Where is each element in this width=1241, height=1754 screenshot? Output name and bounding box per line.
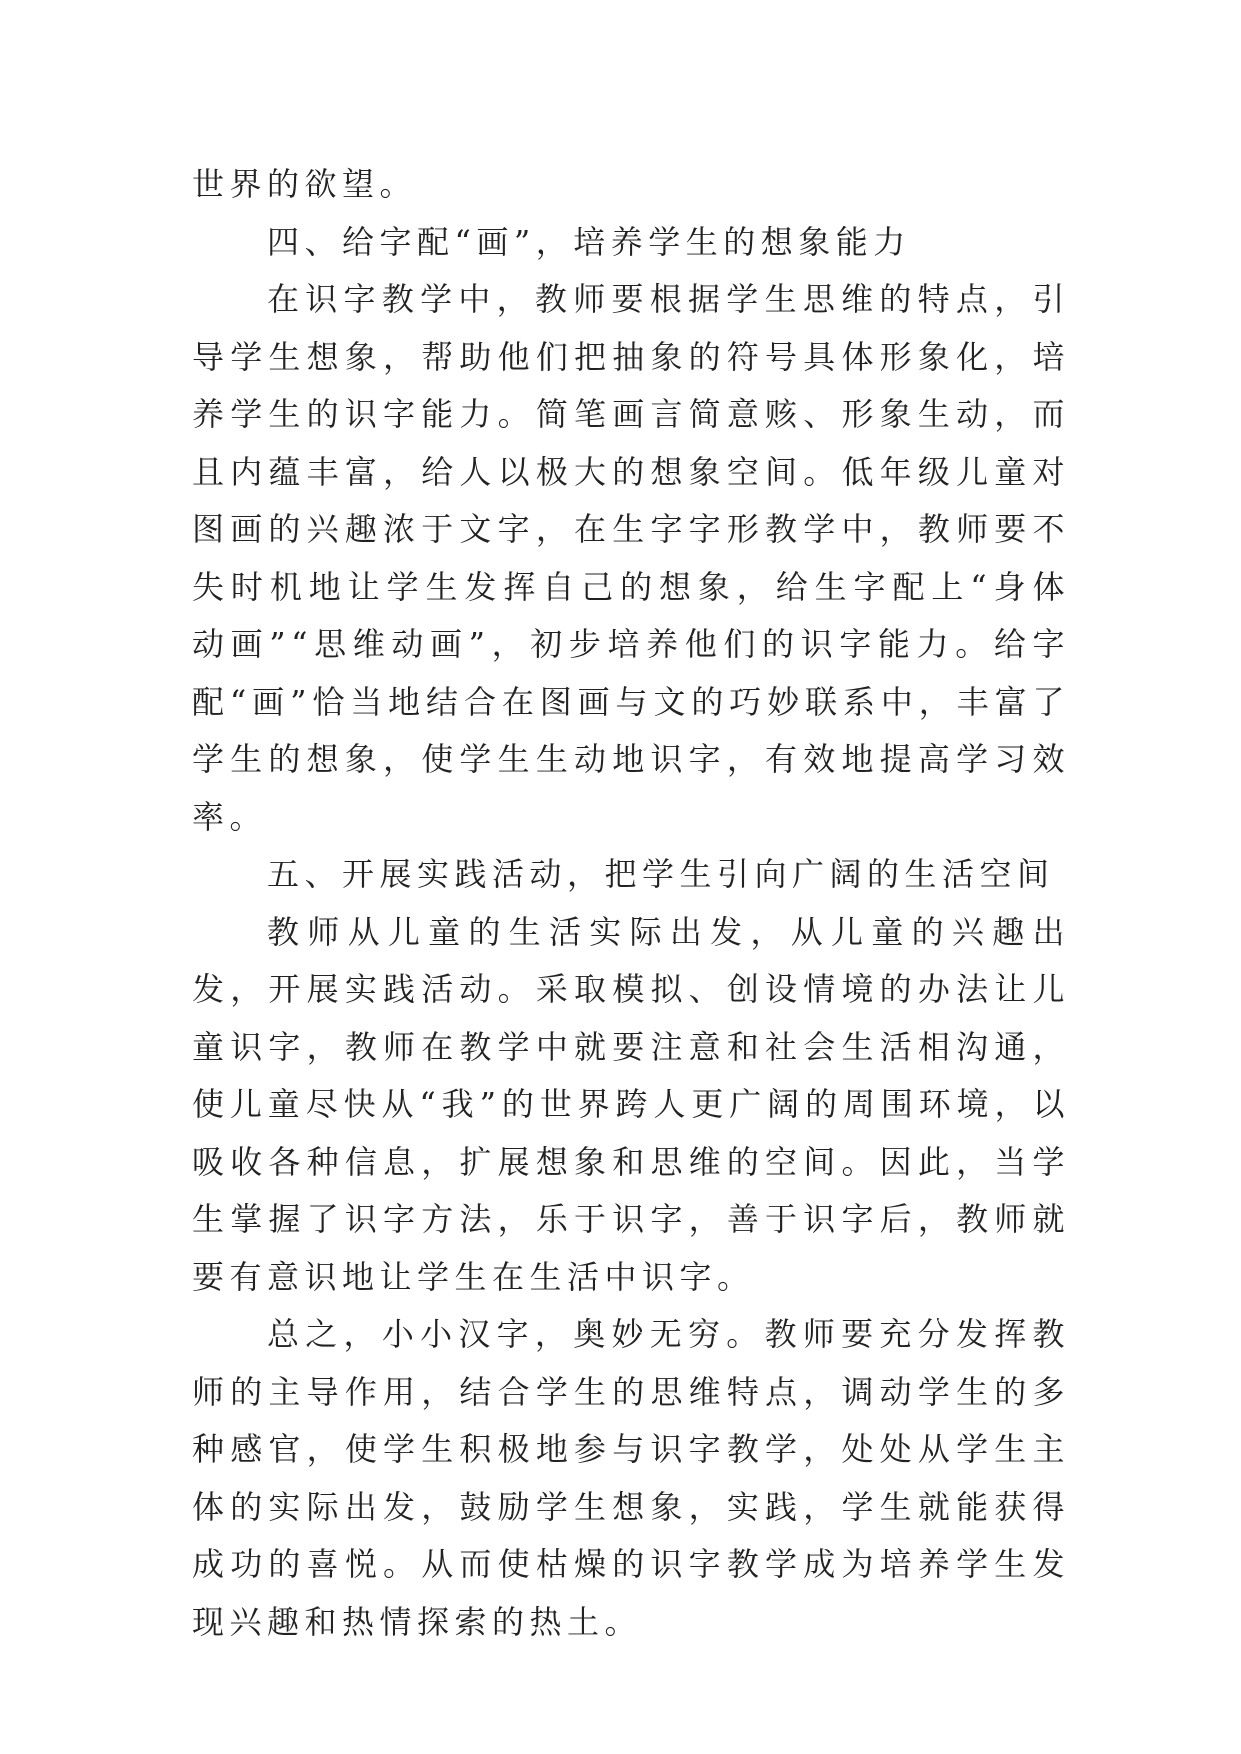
paragraph-section-five: 教师从儿童的生活实际出发，从儿童的兴趣出发，开展实践活动。采取模拟、创设情境的办法让儿童识字，教师在教学中就要注意和社会生活相沟通，使儿童尽快从“我”的世界跨人更广阔的周围环境，以吸收各种信息，扩展想象和思维的空间。因此，当学生掌握了识字方法，乐于识字，善于识字后，教师就要有意识地让学生在生活中识字。: [192, 912, 1070, 1296]
paragraph-conclusion: 总之，小小汉字，奥妙无穷。教师要充分发挥教师的主导作用，结合学生的思维特点，调动学生的多种感官，使学生积极地参与识字教学，处处从学生主体的实际出发，鼓励学生想象，实践，学生就能获得成功的喜悦。从而使枯燥的识字教学成为培养学生发现兴趣和热情探索的热土。: [192, 1315, 1070, 1641]
section-heading-five: 五、开展实践活动，把学生引向广阔的生活空间: [267, 855, 1055, 893]
document-body: [192, 156, 1070, 1651]
paragraph-section-four: 在识字教学中，教师要根据学生思维的特点，引导学生想象，帮助他们把抽象的符号具体形象化，培养学生的识字能力。简笔画言简意赅、形象生动，而且内蕴丰富，给人以极大的想象空间。低年级儿童对图画的兴趣浓于文字，在生字字形教学中，教师要不失时机地让学生发挥自己的想象，给生字配上“身体动画”“思维动画”，初步培养他们的识字能力。给字配“画”恰当地结合在图画与文的巧妙联系中，丰富了学生的想象，使学生生动地识字，有效地提高学习效率。: [192, 280, 1070, 836]
section-heading-four: 四、给字配“画”，培养学生的想象能力: [267, 222, 911, 261]
paragraph-continuation: 世界的欲望。: [192, 165, 418, 203]
